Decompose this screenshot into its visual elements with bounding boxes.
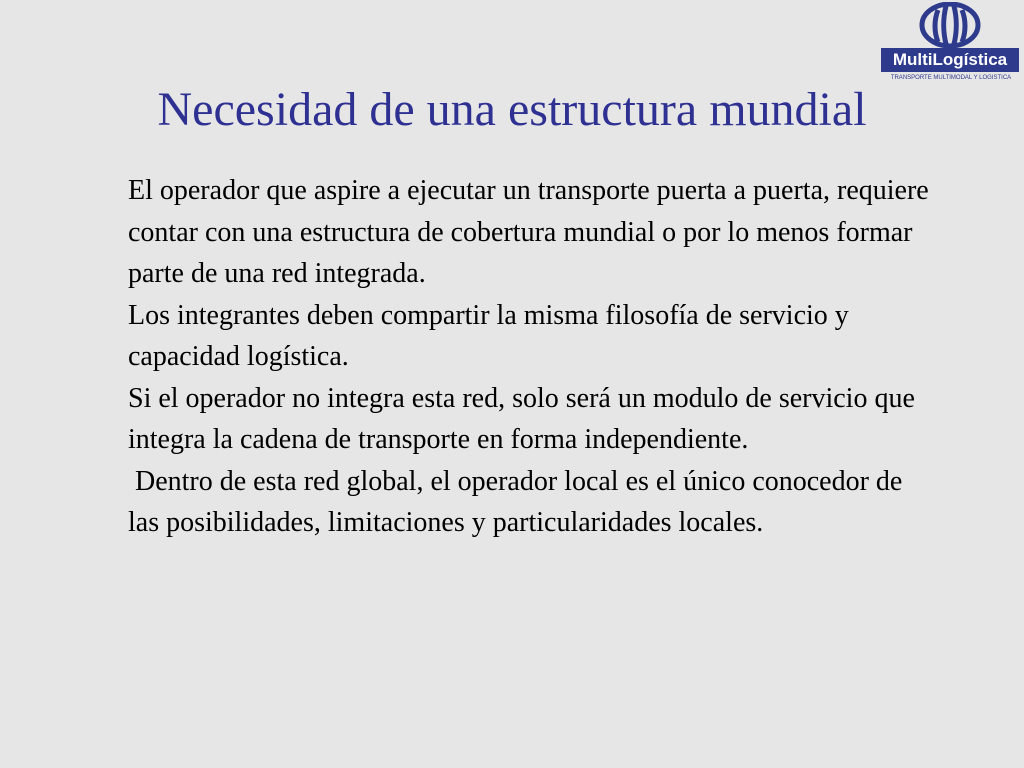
logo-tagline: TRANSPORTE MULTIMODAL Y LOGISTICA [890,75,1012,81]
body-paragraph: Los integrantes deben compartir la misma filosofía de servicio y capacidad logística. [128,299,856,372]
body-paragraph: Dentro de esta red global, el operador local es el único conocedor de las posibilidades, limitaciones y particularidades locales. [128,465,910,538]
globe-logo-icon [918,2,982,48]
company-logo [876,0,1024,84]
body-paragraph: El operador que aspire a ejecutar un transporte puerta a puerta, requiere contar con una estructura de cobertura mundial o por lo menos formar parte de una red integrada. [128,175,936,289]
body-paragraph: Si el operador no integra esta red, solo será un modulo de servicio que integra la cadena de transporte en forma independiente. [128,382,922,455]
logo-wordmark: MultiLogística [881,48,1019,72]
slide-title: Necesidad de una estructura mundial [157,83,867,136]
slide-body [128,170,938,544]
